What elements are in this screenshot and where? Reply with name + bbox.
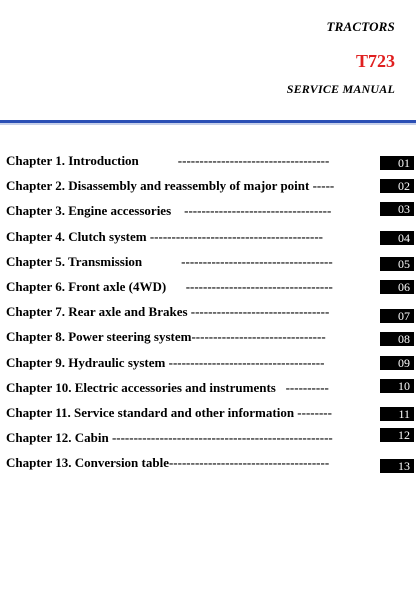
toc-entry-title: Chapter 6. Front axle (4WD) ---------------------------------- — [6, 279, 333, 294]
toc-entry[interactable] — [6, 277, 414, 297]
toc-chapter-number: 04 — [380, 231, 414, 245]
toc-chapter-number: 05 — [380, 257, 414, 271]
toc-entry-title: Chapter 8. Power steering system------------------------------- — [6, 329, 326, 345]
toc-entry-title: Chapter 1. Introduction ----------------------------------- — [6, 153, 330, 168]
toc-entry[interactable] — [6, 151, 414, 171]
header-divider-shadow — [0, 123, 416, 125]
toc-entry[interactable] — [6, 327, 414, 347]
toc-chapter-number: 06 — [380, 280, 414, 294]
toc-chapter-number: 10 — [380, 379, 414, 393]
toc-entry-title: Chapter 3. Engine accessories ---------------------------------- — [6, 203, 332, 219]
toc-entry[interactable] — [6, 227, 414, 247]
toc-chapter-number: 11 — [380, 407, 414, 421]
toc-chapter-number: 01 — [380, 156, 414, 170]
toc-entry[interactable] — [6, 201, 414, 221]
toc-chapter-number: 08 — [380, 332, 414, 346]
toc-entry-title: Chapter 9. Hydraulic system ------------------------------------ — [6, 354, 325, 370]
model-title: T723 — [355, 51, 395, 71]
toc-entry-title: Chapter 10. Electric accessories and instruments ---------- — [6, 379, 329, 395]
toc-chapter-number: 03 — [380, 202, 414, 216]
toc-entry[interactable] — [6, 428, 414, 448]
toc-entry[interactable] — [6, 302, 414, 322]
toc-chapter-number: 12 — [380, 428, 414, 442]
toc-entry-title: Chapter 13. Conversion table------------------------------------- — [6, 455, 330, 471]
document-category: TRACTORS — [326, 19, 395, 34]
toc-entry-title: Chapter 7. Rear axle and Brakes -------------------------------- — [6, 304, 330, 320]
toc-chapter-number: 02 — [380, 179, 414, 193]
toc-entry-title: Chapter 11. Service standard and other information -------- — [6, 405, 332, 420]
toc-entry-title: Chapter 4. Clutch system ---------------------------------------- — [6, 228, 324, 244]
toc-entry-title: Chapter 12. Cabin --------------------------------------------------- — [6, 430, 333, 446]
document-subtitle: SERVICE MANUAL — [286, 82, 395, 96]
toc-entry[interactable] — [6, 403, 414, 423]
toc-entry[interactable] — [6, 453, 414, 473]
toc-entry-title: Chapter 5. Transmission ----------------------------------- — [6, 253, 333, 269]
toc-chapter-number: 07 — [380, 309, 414, 323]
toc-entry[interactable] — [6, 252, 414, 272]
toc-entry-title: Chapter 2. Disassembly and reassembly of major point ----- — [6, 178, 335, 194]
toc-entry[interactable] — [6, 176, 414, 196]
toc-entry[interactable] — [6, 378, 414, 398]
toc-chapter-number: 13 — [380, 459, 414, 473]
toc-entry[interactable] — [6, 353, 414, 373]
toc-chapter-number: 09 — [380, 356, 414, 370]
